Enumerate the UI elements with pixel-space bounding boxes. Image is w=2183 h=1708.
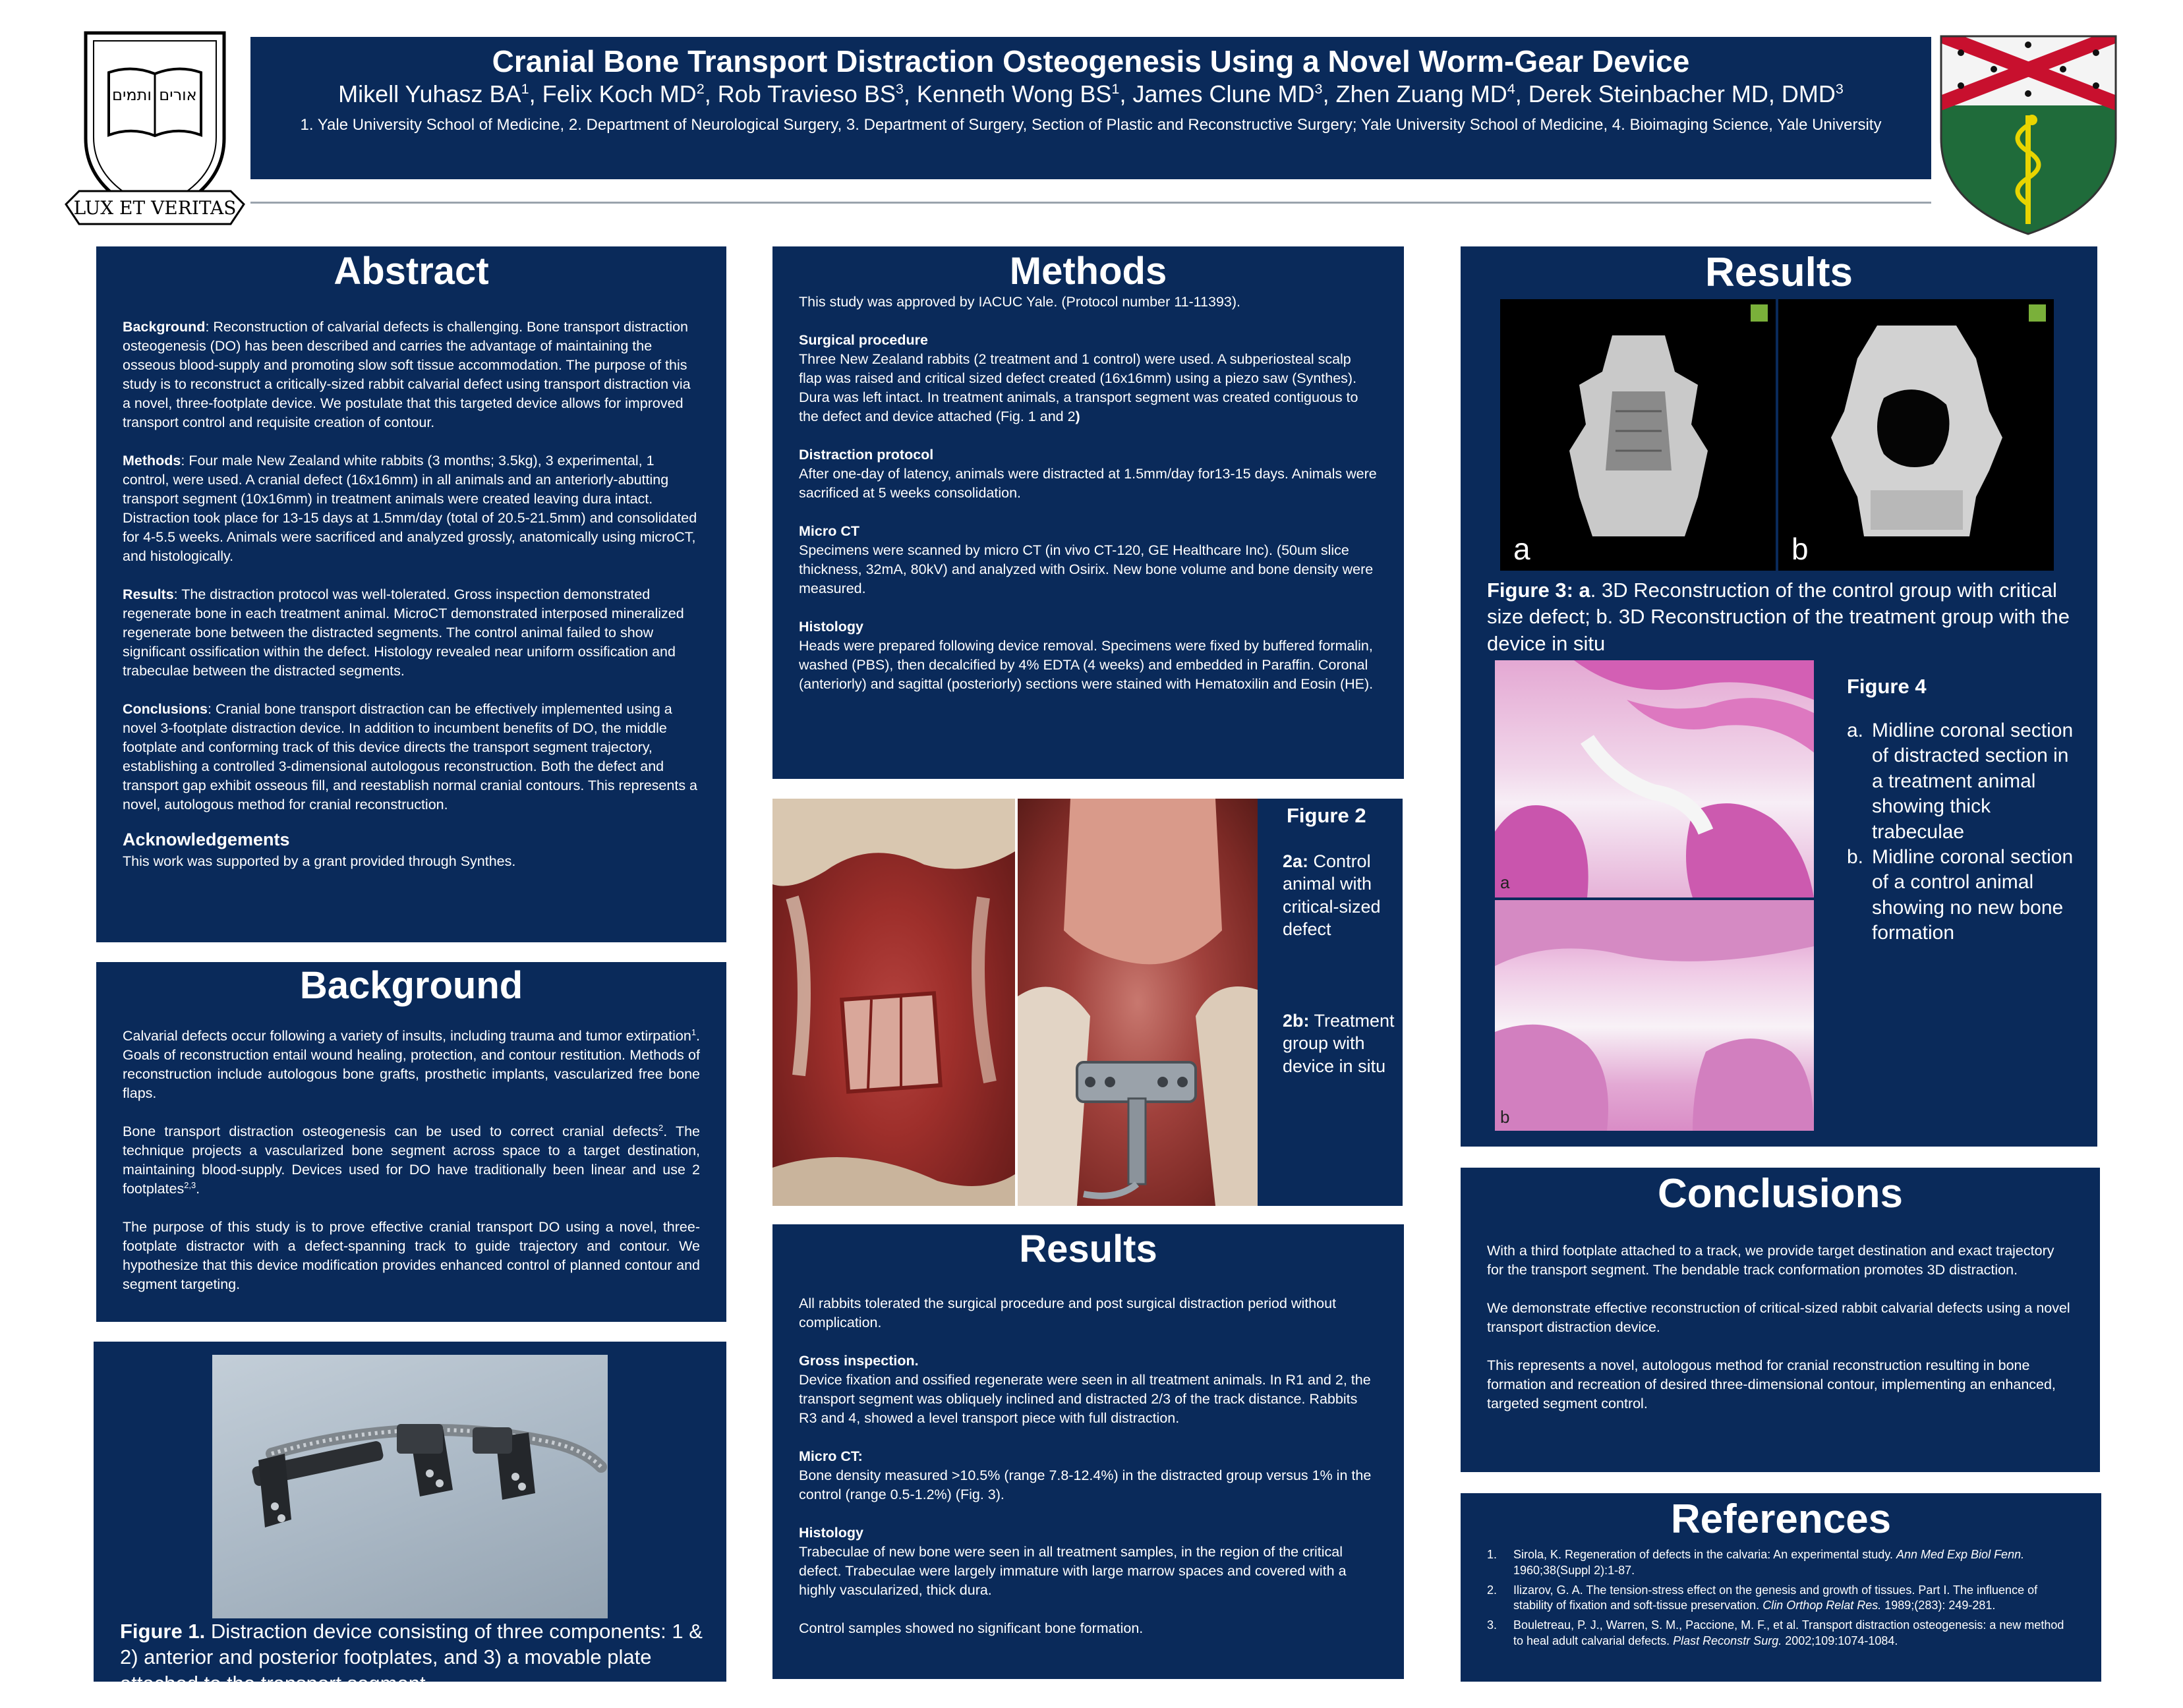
author: Mikell Yuhasz $BA^1$, [338,80,542,107]
figure4-title: Figure 4 [1847,675,1927,698]
reference-list [1487,1547,2075,1653]
surgical-procedure-text: Three New Zealand rabbits (2 treatment and 1 control) were used. A subperiosteal scalp flap was raised and critical sized defect created (16x16mm) using a piezo saw (Synthes). Dura was left intact. In treatment animals, a transport segment was created contiguous to the defect and device attached (Fig. 1 and 2) [799,351,1358,425]
treatment-animal-photo [1018,799,1258,1206]
author: Kenneth Wong $BS^1$, [916,80,1133,107]
histology-control-image [1495,900,1814,1131]
background-paragraph: Calvarial defects occur following a variety of insults, including trauma and tumor extirpation$^1$. Goals of reconstruction entail wound healing, protection, and contour restitution. Methods of reconstruction include autologous bone grafts, prosthetic implants, vascularized free bone flaps. [123,1027,700,1102]
author: Felix Koch $MD^2$, [542,80,718,107]
conclusions-paragraph: This represents a novel, autologous method for cranial reconstruction resulting in bone formation and recreation of desired three-dimensional contour, implementing an enhanced, targeted segment control. [1487,1357,2056,1412]
background-paragraph: Bone transport distraction osteogenesis can be used to correct cranial defects$^2$. The technique projects a vascularized bone segment across space to a target destination, maintaining blood-supply. Devices used for DO have traditionally been linear and use 2 footplates$^{2,3}$. [123,1122,700,1197]
methods-panel [772,246,1404,779]
background-body [123,1027,700,1313]
background-panel [96,962,726,1322]
distraction-device-photo [212,1355,608,1618]
methods-body [799,293,1378,713]
figure1-caption: Figure 1. Distraction device consisting of three components: 1 & 2) anterior and posterior footplates, and 3) a movable plate attached to the transport segment [120,1620,703,1695]
abstract-panel [96,246,726,942]
abstract-body [123,318,700,871]
affiliations: 1. Yale University School of Medicine, 2. Department of Neurological Surgery, 3. Department of Surgery, Section of Plastic and Reconstructive Surgery; Yale University School of Medicine, 4. Bioimaging Science, Yale University [300,116,1882,134]
conclusions-body [1487,1241,2074,1433]
results-micro-ct-text: Bone density measured >10.5% (range 7.8-12.4%) in the distracted group versus 1% in the control (range 0.5-1.2%) (Fig. 3). [799,1467,1372,1503]
conclusions-paragraph: With a third footplate attached to a track, we provide target destination and exact trajectory for the transport segment. The bendable track conformation promotes 3D distraction. [1487,1243,2054,1278]
abstract-methods: Methods: Four male New Zealand white rabbits (3 months; 3.5kg), 3 experimental, 1 control, were used. A cranial defect (16x16mm) in all animals and an anteriorly-abutting transport segment (10x16mm) in treatment animals were created leaving dura intact. Distraction took place for 13-15 days at 1.5mm/day (total of 20.5-21.5mm) and consolidated for 4-5.5 weeks. Animals were sacrificed and analyzed grossly, anatomically using microCT, and histologically. [123,453,697,565]
figure4-item: a. Midline coronal section of distracted section in a treatment animal showing thick trabeculae [1847,720,2074,843]
figure2a-caption: 2a: Control animal with critical-sized defect [1283,851,1381,939]
svg-text:LUX ET VERITAS: LUX ET VERITAS [73,197,237,219]
figure4-item: b. Midline coronal section of a control animal showing no new bone formation [1847,845,2074,944]
histology-label-a: a [1500,872,1510,892]
methods-heading: Methods [1009,250,1167,293]
reference-item: 3. Bouletreau, P. J., Warren, S. M., Paccione, M. F., et al. Transport distraction osteogenesis: a new method to heal adult calvarial defects. Plast Reconstr Surg. 2002;109:1074-1084. [1487,1618,2064,1647]
distraction-protocol-text: After one-day of latency, animals were distracted at 1.5mm/day for13-15 days. Animals were sacrificed at 5 weeks consolidation. [799,466,1377,501]
control-animal-photo [772,799,1015,1206]
reference-item: 2. Ilizarov, G. A. The tension-stress effect on the genesis and growth of tissues. Part I. The influence of stability of fixation and soft-tissue preservation. Clin Orthop Relat Res. 1989;(283): 249-281. [1487,1583,2038,1612]
results-heading: Results [1019,1228,1157,1270]
references-panel [1461,1493,2101,1682]
abstract-background: Background: Reconstruction of calvarial defects is challenging. Bone transport distraction osteogenesis (DO) has been described and carries the advantage of maintaining the osseous blood-supply and promoting slow soft tissue accommodation. The purpose of this study is to reconstruct a critically-sized rabbit calvarial defect using transport distraction via a novel, three-footplate device. We postulate that this targeted device allows for improved transport control and requisite creation of contour. [123,319,691,431]
author: Derek Steinbacher MD, DMD$^3$ [1528,80,1844,107]
ct-label-b: b [1791,532,1809,566]
surgical-procedure-heading: Surgical procedure [799,332,928,349]
results-panel-middle [772,1224,1404,1679]
abstract-conclusions: Conclusions: Cranial bone transport distraction can be effectively implemented using a novel 3-footplate distraction device. In addition to incumbent benefits of DO, the middle footplate and conforming track of this device directs the transport segment trajectory, establishing a controlled 3-dimensional autologous reconstruction. Both the defect and transport gap exhibit osseous fill, and reestablish normal cranial contours. This represents a novel, autologous method for cranial reconstruction. [123,701,697,813]
results-intro: All rabbits tolerated the surgical procedure and post surgical distraction period without complication. [799,1295,1337,1331]
acknowledgements-text: This work was supported by a grant provided through Synthes. [123,853,516,869]
histology-text: Heads were prepared following device removal. Specimens were fixed by buffered formalin, washed (PBS), then decalcified by 4% EDTA (4 weeks) and embedded in Paraffin. Coronal (anteriorly) and sagittal (posteriorly) sections were stained with Hematoxilin and Eosin (HE). [799,638,1374,693]
results-panel-right [1461,246,2097,1147]
background-paragraph: The purpose of this study is to prove effective cranial transport DO using a novel, three-footplate distractor with a defect-spanning track to guide trajectory and contour. We hypothesize that this device modification provides enhanced control of planned contour and segment targeting. [123,1219,700,1293]
figure1-panel [94,1342,726,1695]
gross-inspection-heading: Gross inspection. [799,1353,919,1369]
figure2-caption-box [1258,799,1403,1206]
poster-title: Cranial Bone Transport Distraction Osteogenesis Using a Novel Worm-Gear Device [492,44,1690,78]
results-histology-text: Trabeculae of new bone were seen in all treatment samples, in the region of the critical defect. Trabeculae were largely immature with large marrow spaces and covered with a highly vascularized, thick dura. [799,1544,1347,1599]
histology-heading: Histology [799,619,863,635]
author-list [250,80,1931,108]
yale-shield-logo [59,26,250,244]
micro-ct-heading: Micro CT [799,523,859,540]
reference-item: 1. Sirola, K. Regeneration of defects in the calvaria: An experimental study. Ann Med Exp Biol Fenn. 1960;38(Suppl 2):1-87. [1487,1548,2025,1577]
methods-intro: This study was approved by IACUC Yale. (Protocol number 11-11393). [799,294,1241,310]
ct-label-a: a [1513,532,1530,566]
histology-label-b: b [1500,1107,1510,1127]
abstract-results: Results: The distraction protocol was well-tolerated. Gross inspection demonstrated regenerate bone in each treatment animal. MicroCT demonstrated interposed mineralized regenerate bone between the distracted segments. The control animal failed to show significant ossification within the defect. Histology revealed near uniform ossification and trabeculae between the distracted segments. [123,586,684,679]
author: Zhen Zuang $MD^4$, [1335,80,1528,107]
abstract-heading: Abstract [334,250,489,293]
figure3-caption: Figure 3: a. 3D Reconstruction of the control group with critical size defect; b. 3D Reconstruction of the treatment group with the device in situ [1487,579,2070,655]
results-body [799,1294,1378,1657]
conclusions-heading: Conclusions [1657,1171,1904,1216]
background-heading: Background [299,964,523,1007]
author: Rob Travieso $BS^3$, [717,80,917,107]
results-right-heading: Results [1705,250,1853,295]
figure2b-caption: 2b: Treatment group with device in situ [1283,1011,1395,1076]
gross-inspection-text: Device fixation and ossified regenerate were seen in all treatment animals. In R1 and 2, the transport segment was obliquely inclined and distracted 2/3 of the track distance. Rabbits R3 and 4, showed a level transport piece with full distraction. [799,1372,1371,1427]
figure2-title: Figure 2 [1287,804,1366,827]
author: James Clune $MD^3$, [1132,80,1336,107]
ct-reconstruction-control [1500,299,1776,571]
results-histology-heading: Histology [799,1525,863,1541]
conclusions-paragraph: We demonstrate effective reconstruction of critical-sized rabbit calvarial defects using a novel transport distraction device. [1487,1300,2070,1336]
micro-ct-text: Specimens were scanned by micro CT (in vivo CT-120, GE Healthcare Inc). (50um slice thickness, 32mA, 80kV) and analyzed with Osirix. New bone volume and bone density were measured. [799,542,1374,597]
conclusions-panel [1461,1168,2100,1472]
svg-text:אורים: אורים [159,86,197,104]
ct-reconstruction-treatment [1778,299,2054,571]
svg-text:ותמים: ותמים [112,86,152,104]
distraction-protocol-heading: Distraction protocol [799,447,934,463]
results-micro-ct-heading: Micro CT: [799,1448,863,1465]
medical-school-shield-logo [1935,33,2122,237]
references-heading: References [1670,1496,1892,1542]
header-divider [250,202,1931,204]
poster-header [250,37,1931,179]
figure2-panel [772,799,1403,1206]
acknowledgements-heading: Acknowledgements [123,830,290,850]
results-control-text: Control samples showed no significant bone formation. [799,1620,1144,1637]
figure4-caption [1847,675,2084,946]
histology-treatment-image [1495,660,1814,897]
